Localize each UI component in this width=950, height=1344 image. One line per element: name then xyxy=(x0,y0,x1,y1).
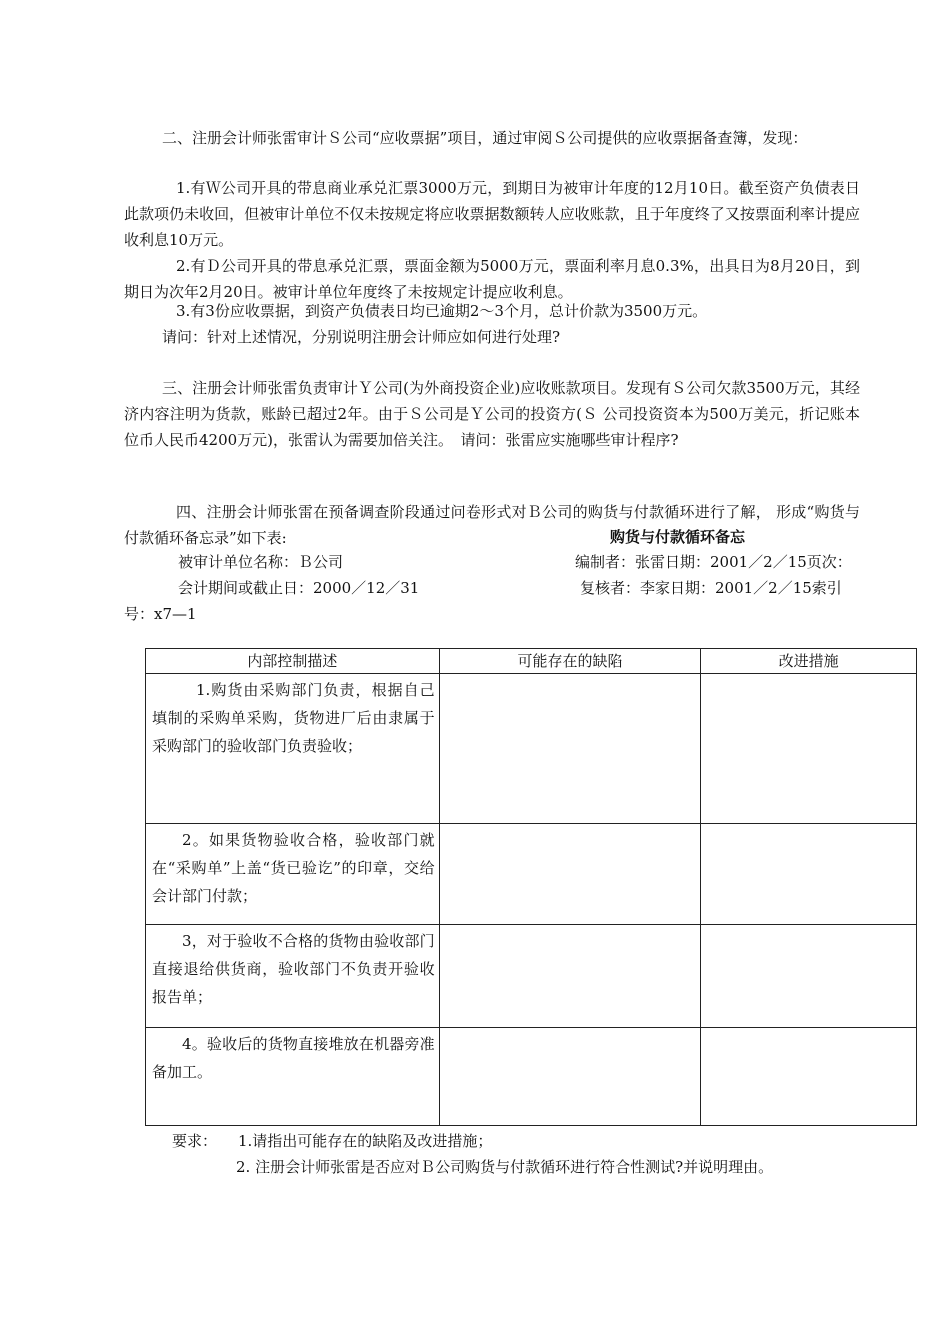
section3-text: 三、注册会计师张雷负责审计Ｙ公司(为外商投资企业)应收账款项目。发现有Ｓ公司欠款3500万元，其经济内容注明为货款，账龄已超过2年。由于Ｓ公司是Ｙ公司的投资方(Ｓ 公司投资资本为500万美元，折记账本位币人民币4200万元)，张雷认为需要加倍关注。 请问：张雷应实施哪些审计程序? xyxy=(124,379,860,449)
defects-cell xyxy=(439,1028,701,1126)
table-row xyxy=(146,674,917,824)
control-description-1: 1.购货由采购部门负责，根据自己填制的采购单采购，货物进厂后由隶属于采购部门的验收部门负责验收； xyxy=(152,681,435,755)
header-control-description: 内部控制描述 xyxy=(146,649,440,674)
improvements-cell xyxy=(701,824,917,925)
control-description-cell xyxy=(146,1028,440,1126)
defects-cell xyxy=(439,824,701,925)
header-possible-defects: 可能存在的缺陷 xyxy=(439,649,701,674)
reviewer-label: 复核者：李家日期：2001／2／15索引 xyxy=(580,579,842,597)
control-description-cell xyxy=(146,674,440,824)
control-description-cell xyxy=(146,925,440,1028)
index-label: 号：x7—1 xyxy=(124,605,197,623)
section2-question: 请问：针对上述情况，分别说明注册会计师应如何进行处理? xyxy=(162,328,561,346)
section2-intro: 二、注册会计师张雷审计Ｓ公司“应收票据”项目，通过审阅Ｓ公司提供的应收票据备查簿，发现： xyxy=(162,129,808,147)
table-row xyxy=(146,925,917,1028)
preparer-label: 编制者：张雷日期：2001／2／15页次： xyxy=(575,553,852,571)
improvements-cell xyxy=(701,674,917,824)
control-description-4: 4。验收后的货物直接堆放在机器旁准备加工。 xyxy=(152,1035,435,1081)
requirements-label: 要求： xyxy=(172,1132,218,1150)
header-improvements: 改进措施 xyxy=(701,649,917,674)
section2-item2: 2.有Ｄ公司开具的带息承兑汇票，票面金额为5000万元，票面利率月息0.3%，出具日为8月20日，到期日为次年2月20日。被审计单位年度终了未按规定计提应收利息。 xyxy=(124,257,860,301)
requirement-2: 2. 注册会计师张雷是否应对Ｂ公司购货与付款循环进行符合性测试?并说明理由。 xyxy=(236,1158,774,1176)
table-row xyxy=(146,824,917,925)
section2-item1: 1.有Ｗ公司开具的带息商业承兑汇票3000万元，到期日为被审计年度的12月10日。截至资产负债表日此款项仍未收回，但被审计单位不仅未按规定将应收票据数额转人应收账款，且于年度终了又按票面利率计提应收利息10万元。 xyxy=(124,179,860,249)
memo-table xyxy=(145,648,917,1126)
improvements-cell xyxy=(701,1028,917,1126)
requirement-1: 1.请指出可能存在的缺陷及改进措施； xyxy=(238,1132,493,1150)
control-description-cell xyxy=(146,824,440,925)
defects-cell xyxy=(439,925,701,1028)
table-row xyxy=(146,1028,917,1126)
section4-intro: 四、注册会计师张雷在预备调查阶段通过问卷形式对Ｂ公司的购货与付款循环进行了解， 形成“购货与付款循环备忘录”如下表: xyxy=(124,503,860,547)
defects-cell xyxy=(439,674,701,824)
improvements-cell xyxy=(701,925,917,1028)
audited-unit-label: 被审计单位名称：Ｂ公司 xyxy=(178,553,344,571)
control-description-3: 3，对于验收不合格的货物由验收部门直接退给供货商，验收部门不负责开验收报告单； xyxy=(152,932,435,1006)
section2-item3: 3.有3份应收票据，到资产负债表日均已逾期2～3个月，总计价款为3500万元。 xyxy=(176,302,708,320)
memo-title: 购货与付款循环备忘 xyxy=(610,528,746,546)
control-description-2: 2。如果货物验收合格，验收部门就在“采购单”上盖“货已验讫”的印章，交给会计部门付款； xyxy=(152,831,435,905)
table-header-row xyxy=(146,649,917,674)
period-label: 会计期间或截止日：2000／12／31 xyxy=(178,579,420,597)
